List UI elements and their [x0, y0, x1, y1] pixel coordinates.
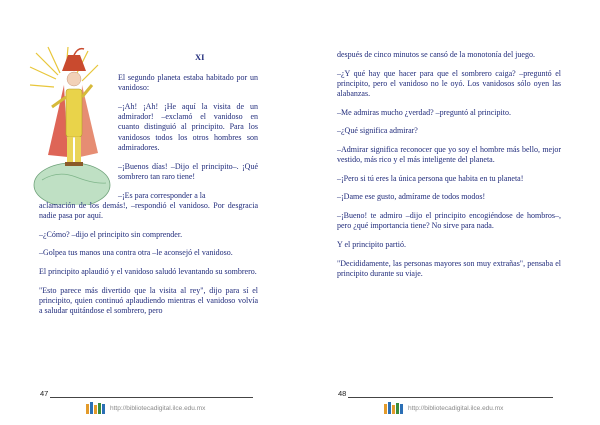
paragraph: aclamación de los demás!, –respondió el vanidoso. Por desgracia nadie pasa por aquí. — [39, 200, 258, 221]
paragraph: –¡Bueno! te admiro –dijo el principito encogiéndose de hombros–, pero ¿qué importancia tiene? No sirve para nada. — [337, 211, 561, 231]
intro-paragraph: El segundo planeta estaba habitado por un vanidoso: — [118, 73, 258, 93]
footer-url[interactable]: http://bibliotecadigital.ilce.edu.mx — [110, 404, 206, 412]
paragraph: –¡Buenos días! –Dijo el principito–. ¡Qué sombrero tan raro tiene! — [118, 161, 258, 181]
paragraph: –Me admiras mucho ¿verdad? –preguntó al principito. — [337, 107, 511, 117]
right-page-text — [337, 50, 561, 287]
footer — [384, 401, 503, 415]
footer-url[interactable]: http://bibliotecadigital.ilce.edu.mx — [408, 404, 504, 412]
paragraph: después de cinco minutos se cansó de la monotonía del juego. — [337, 50, 535, 59]
paragraph: –¿Qué significa admirar? — [337, 126, 418, 136]
paragraph: El principito aplaudió y el vanidoso saludó levantando su sombrero. — [39, 266, 257, 276]
page-divider — [348, 397, 553, 398]
chapter-title: XI — [195, 52, 205, 62]
paragraph: –¡Dame ese gusto, admírame de todos modos! — [337, 192, 486, 202]
paragraph: "Decididamente, las personas mayores son muy extrañas", pensaba el principito durante su viaje. — [337, 258, 561, 278]
paragraph: Y el principito partió. — [337, 239, 407, 249]
page-number: 47 — [40, 389, 49, 398]
paragraph: "Esto parece más divertido que la visita al rey", dijo para sí el principito, quien continuó aplaudiendo mientras el vanidoso volvía a saludar quitándose el sombrero, pero — [39, 285, 258, 316]
paragraph: –Golpea tus manos una contra otra –le aconsejó el vanidoso. — [39, 248, 233, 258]
left-page-text — [39, 73, 258, 325]
page-divider — [50, 397, 253, 398]
footer — [86, 401, 205, 415]
books-logo-icon — [384, 402, 404, 414]
paragraph: –¡Es para corresponder a la — [118, 190, 206, 200]
page-number: 48 — [338, 389, 347, 398]
paragraph: –¿Y qué hay que hacer para que el sombrero caiga? –preguntó el principito, pero el vanidoso no le oyó. Los vanidosos sólo oyen las alabanzas. — [337, 68, 561, 99]
paragraph: –¡Ah! ¡Ah! ¡He aquí la visita de un admirador! –exclamó el vanidoso en cuanto distinguió al principito. Para los vanidosos todos los otros hombres son admiradores. — [118, 101, 258, 153]
paragraph: –¡Pero si tú eres la única persona que habita en tu planeta! — [337, 173, 524, 183]
books-logo-icon — [86, 402, 106, 414]
paragraph: –Admirar significa reconocer que yo soy el hombre más bello, mejor vestido, más rico y el más inteligente del planeta. — [337, 144, 561, 165]
paragraph: –¿Cómo? –dijo el principito sin comprender. — [39, 229, 183, 239]
